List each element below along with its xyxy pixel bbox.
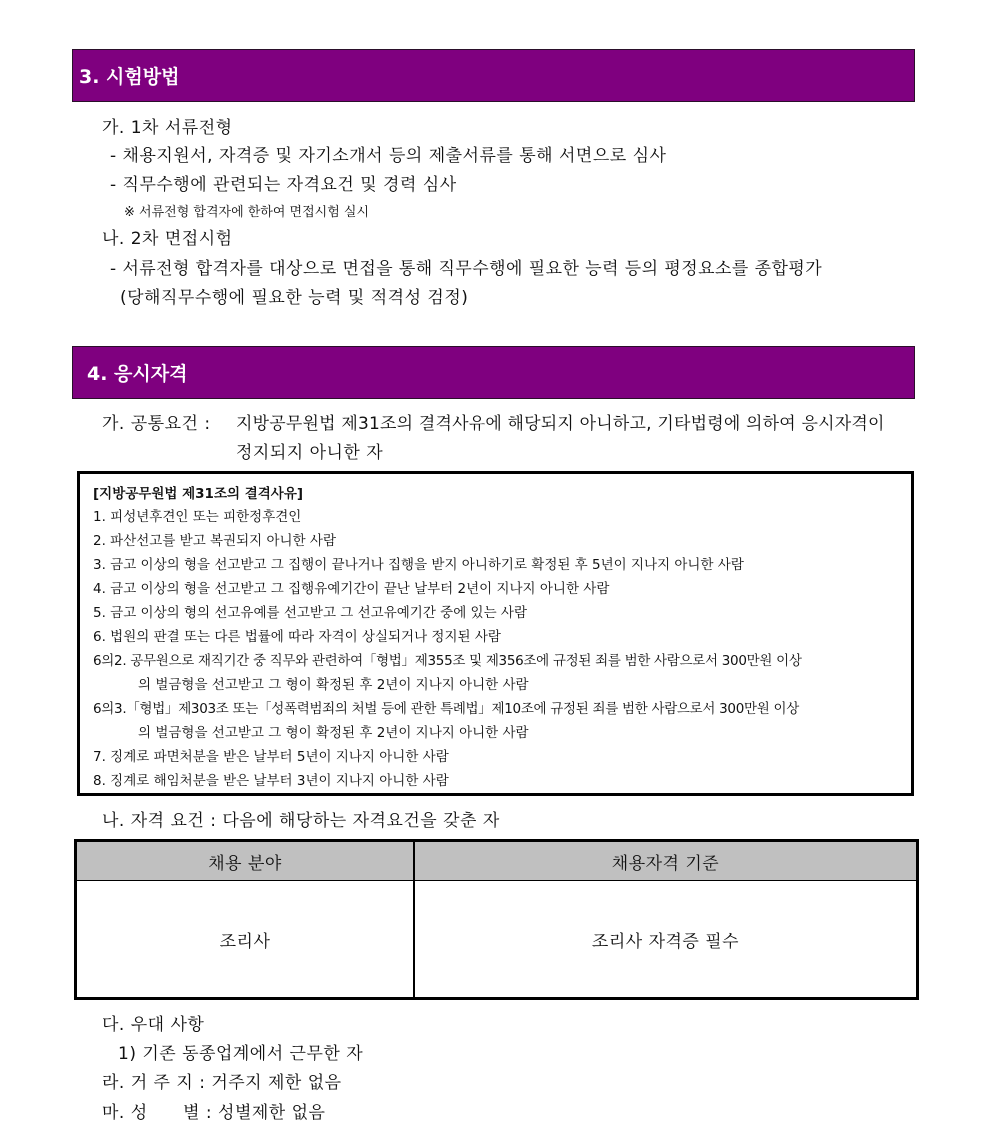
disqualification-item: 3. 금고 이상의 형을 선고받고 그 집행이 끝나거나 집행을 받지 아니하기로 확정된 후 5년이 지나지 아니한 사람 [93, 557, 744, 573]
disqualification-item: 5. 금고 이상의 형의 선고유예를 선고받고 그 선고유예기간 중에 있는 사람 [93, 605, 527, 621]
common-requirement-line1: 지방공무원법 제31조의 결격사유에 해당되지 아니하고, 기타법령에 의하여 응시자격이 [236, 414, 885, 434]
preference-label: 다. 우대 사항 [102, 1015, 205, 1035]
gender-requirement: 마. 성 별 : 성별제한 없음 [102, 1103, 326, 1123]
qualification-label: 나. 자격 요건 : 다음에 해당하는 자격요건을 갖춘 자 [102, 811, 500, 831]
disqualification-item: 2. 파산선고를 받고 복권되지 아니한 사람 [93, 533, 336, 549]
disqualification-item-continued: 의 벌금형을 선고받고 그 형이 확정된 후 2년이 지나지 아니한 사람 [138, 677, 529, 693]
disqualification-heading: [지방공무원법 제31조의 결격사유] [93, 486, 304, 502]
section-4-header [72, 346, 915, 399]
table-header-field: 채용 분야 [208, 853, 282, 874]
disqualification-item: 1. 피성년후견인 또는 피한정후견인 [93, 509, 302, 525]
disqualification-item-continued: 의 벌금형을 선고받고 그 형이 확정된 후 2년이 지나지 아니한 사람 [138, 725, 529, 741]
disqualification-item: 8. 징계로 해임처분을 받은 날부터 3년이 지나지 아니한 사람 [93, 773, 449, 789]
common-requirement-line2: 정지되지 아니한 자 [236, 443, 384, 463]
preference-item: 1) 기존 동종업계에서 근무한 자 [118, 1044, 364, 1064]
section-3-item-ga-note: ※ 서류전형 합격자에 한하여 면접시험 실시 [124, 205, 370, 220]
section-3-item-ga-line2: - 직무수행에 관련되는 자격요건 및 경력 심사 [110, 175, 457, 195]
section-3-item-na: 나. 2차 면접시험 [102, 229, 233, 249]
residence-requirement: 라. 거 주 지 : 거주지 제한 없음 [102, 1073, 342, 1093]
table-cell-field: 조리사 [219, 932, 271, 952]
table-cell-criteria: 조리사 자격증 필수 [591, 932, 740, 952]
section-3-item-na-line2: (당해직무수행에 필요한 능력 및 적격성 검정) [120, 288, 469, 308]
disqualification-item: 6의2. 공무원으로 재직기간 중 직무와 관련하여「형법」제355조 및 제356조에 규정된 죄를 범한 사람으로서 300만원 이상 [93, 653, 802, 669]
section-3-header [72, 49, 915, 102]
common-requirement-label: 가. 공통요건 : [102, 414, 211, 434]
disqualification-item: 4. 금고 이상의 형을 선고받고 그 집행유예기간이 끝난 날부터 2년이 지나지 아니한 사람 [93, 581, 610, 597]
section-3-item-ga: 가. 1차 서류전형 [102, 118, 233, 138]
disqualification-item: 7. 징계로 파면처분을 받은 날부터 5년이 지나지 아니한 사람 [93, 749, 449, 765]
section-3-item-ga-line1: - 채용지원서, 자격증 및 자기소개서 등의 제출서류를 통해 서면으로 심사 [110, 146, 667, 166]
disqualification-item: 6의3.「형법」제303조 또는「성폭력범죄의 처벌 등에 관한 특례법」제10조에 규정된 죄를 범한 사람으로서 300만원 이상 [93, 701, 799, 717]
table-header-criteria: 채용자격 기준 [611, 853, 720, 874]
section-3-item-na-line1: - 서류전형 합격자를 대상으로 면접을 통해 직무수행에 필요한 능력 등의 평정요소를 종합평가 [110, 259, 823, 279]
qualification-table [74, 839, 919, 1000]
section-4-title: 4. 응시자격 [87, 363, 188, 385]
section-3-title: 3. 시험방법 [79, 66, 180, 88]
disqualification-box [77, 471, 914, 796]
disqualification-item: 6. 법원의 판결 또는 다른 법률에 따라 자격이 상실되거나 정지된 사람 [93, 629, 501, 645]
